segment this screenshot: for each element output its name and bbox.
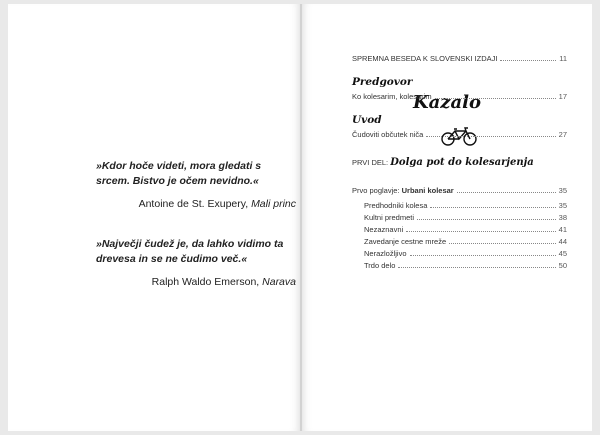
leader-dots [398, 261, 555, 268]
toc-page-number: 45 [558, 249, 567, 258]
toc-page-number: 17 [558, 92, 567, 101]
quote-attribution [96, 197, 296, 212]
leader-dots [449, 237, 556, 244]
toc-page-number: 11 [559, 54, 567, 63]
leader-dots [406, 225, 555, 232]
toc-entry[interactable] [352, 130, 567, 139]
quote-text: »Kdor hoče videti, mora gledati s srcem. Bistvo je očem nevidno.« [96, 160, 262, 187]
toc-entry-label: Kultni predmeti [364, 213, 415, 222]
toc-page-number: 44 [558, 237, 567, 246]
toc-subentry[interactable] [364, 237, 567, 246]
chapter-prefix: Prvo poglavje: [352, 186, 400, 195]
leader-dots [426, 130, 555, 137]
epigraph-quote-1 [96, 159, 296, 212]
toc-subentry[interactable] [364, 249, 567, 258]
toc-page-number: 35 [558, 186, 567, 195]
toc-entry[interactable] [352, 54, 567, 63]
chapter-label [352, 186, 454, 195]
toc-subentry[interactable] [364, 225, 567, 234]
quote-attribution [96, 275, 296, 290]
toc-entry-label: SPREMNA BESEDA K SLOVENSKI IZDAJI [352, 54, 498, 63]
left-page [8, 4, 300, 431]
toc-page-number: 27 [558, 130, 567, 139]
chapter-title: Urbani kolesar [401, 186, 454, 195]
toc-subentry[interactable] [364, 201, 567, 210]
quote-author: Ralph Waldo Emerson, [151, 276, 260, 288]
toc-page-number: 38 [558, 213, 567, 222]
toc-entry[interactable] [352, 92, 567, 101]
toc-section-title: Predgovor [352, 76, 413, 88]
leader-dots [417, 213, 556, 220]
toc-section-title: Uvod [352, 114, 382, 126]
quote-author: Antoine de St. Exupery, [138, 198, 249, 210]
right-page [302, 4, 592, 431]
toc-entry-label: Predhodniki kolesa [364, 201, 428, 210]
toc-subentry[interactable] [364, 213, 567, 222]
epigraph-quote-2 [96, 237, 296, 290]
toc-entry-label: Nerazložljivo [364, 249, 407, 258]
toc-entry-label: Ko kolesarim, kolesarim [352, 92, 432, 101]
contents-title: Kazalo [412, 92, 482, 113]
quote-text: »Največji čudež je, da lahko vidimo ta drevesa in se ne čudimo več.« [96, 238, 284, 265]
leader-dots [457, 186, 556, 193]
toc-entry-label: Čudoviti občutek niča [352, 130, 424, 139]
leader-dots [435, 92, 556, 99]
toc-chapter-entry[interactable] [352, 186, 567, 195]
part-title: Dolga pot do kolesarjenja [390, 157, 534, 168]
toc-entry-label: Nezaznavni [364, 225, 404, 234]
quote-work: Narava [262, 276, 296, 288]
book-spread [8, 4, 592, 431]
leader-dots [500, 54, 556, 61]
toc-page-number: 50 [558, 261, 567, 270]
quote-work: Mali princ [251, 198, 296, 210]
toc-page-number: 41 [558, 225, 567, 234]
toc-entry-label: Zavedanje cestne mreže [364, 237, 447, 246]
part-prefix: PRVI DEL: [352, 158, 389, 167]
toc-entry-label: Trdo delo [364, 261, 396, 270]
toc-subentry[interactable] [364, 261, 567, 270]
leader-dots [410, 249, 556, 256]
toc-page-number: 35 [558, 201, 567, 210]
leader-dots [430, 201, 555, 208]
toc-part-heading [352, 157, 534, 168]
